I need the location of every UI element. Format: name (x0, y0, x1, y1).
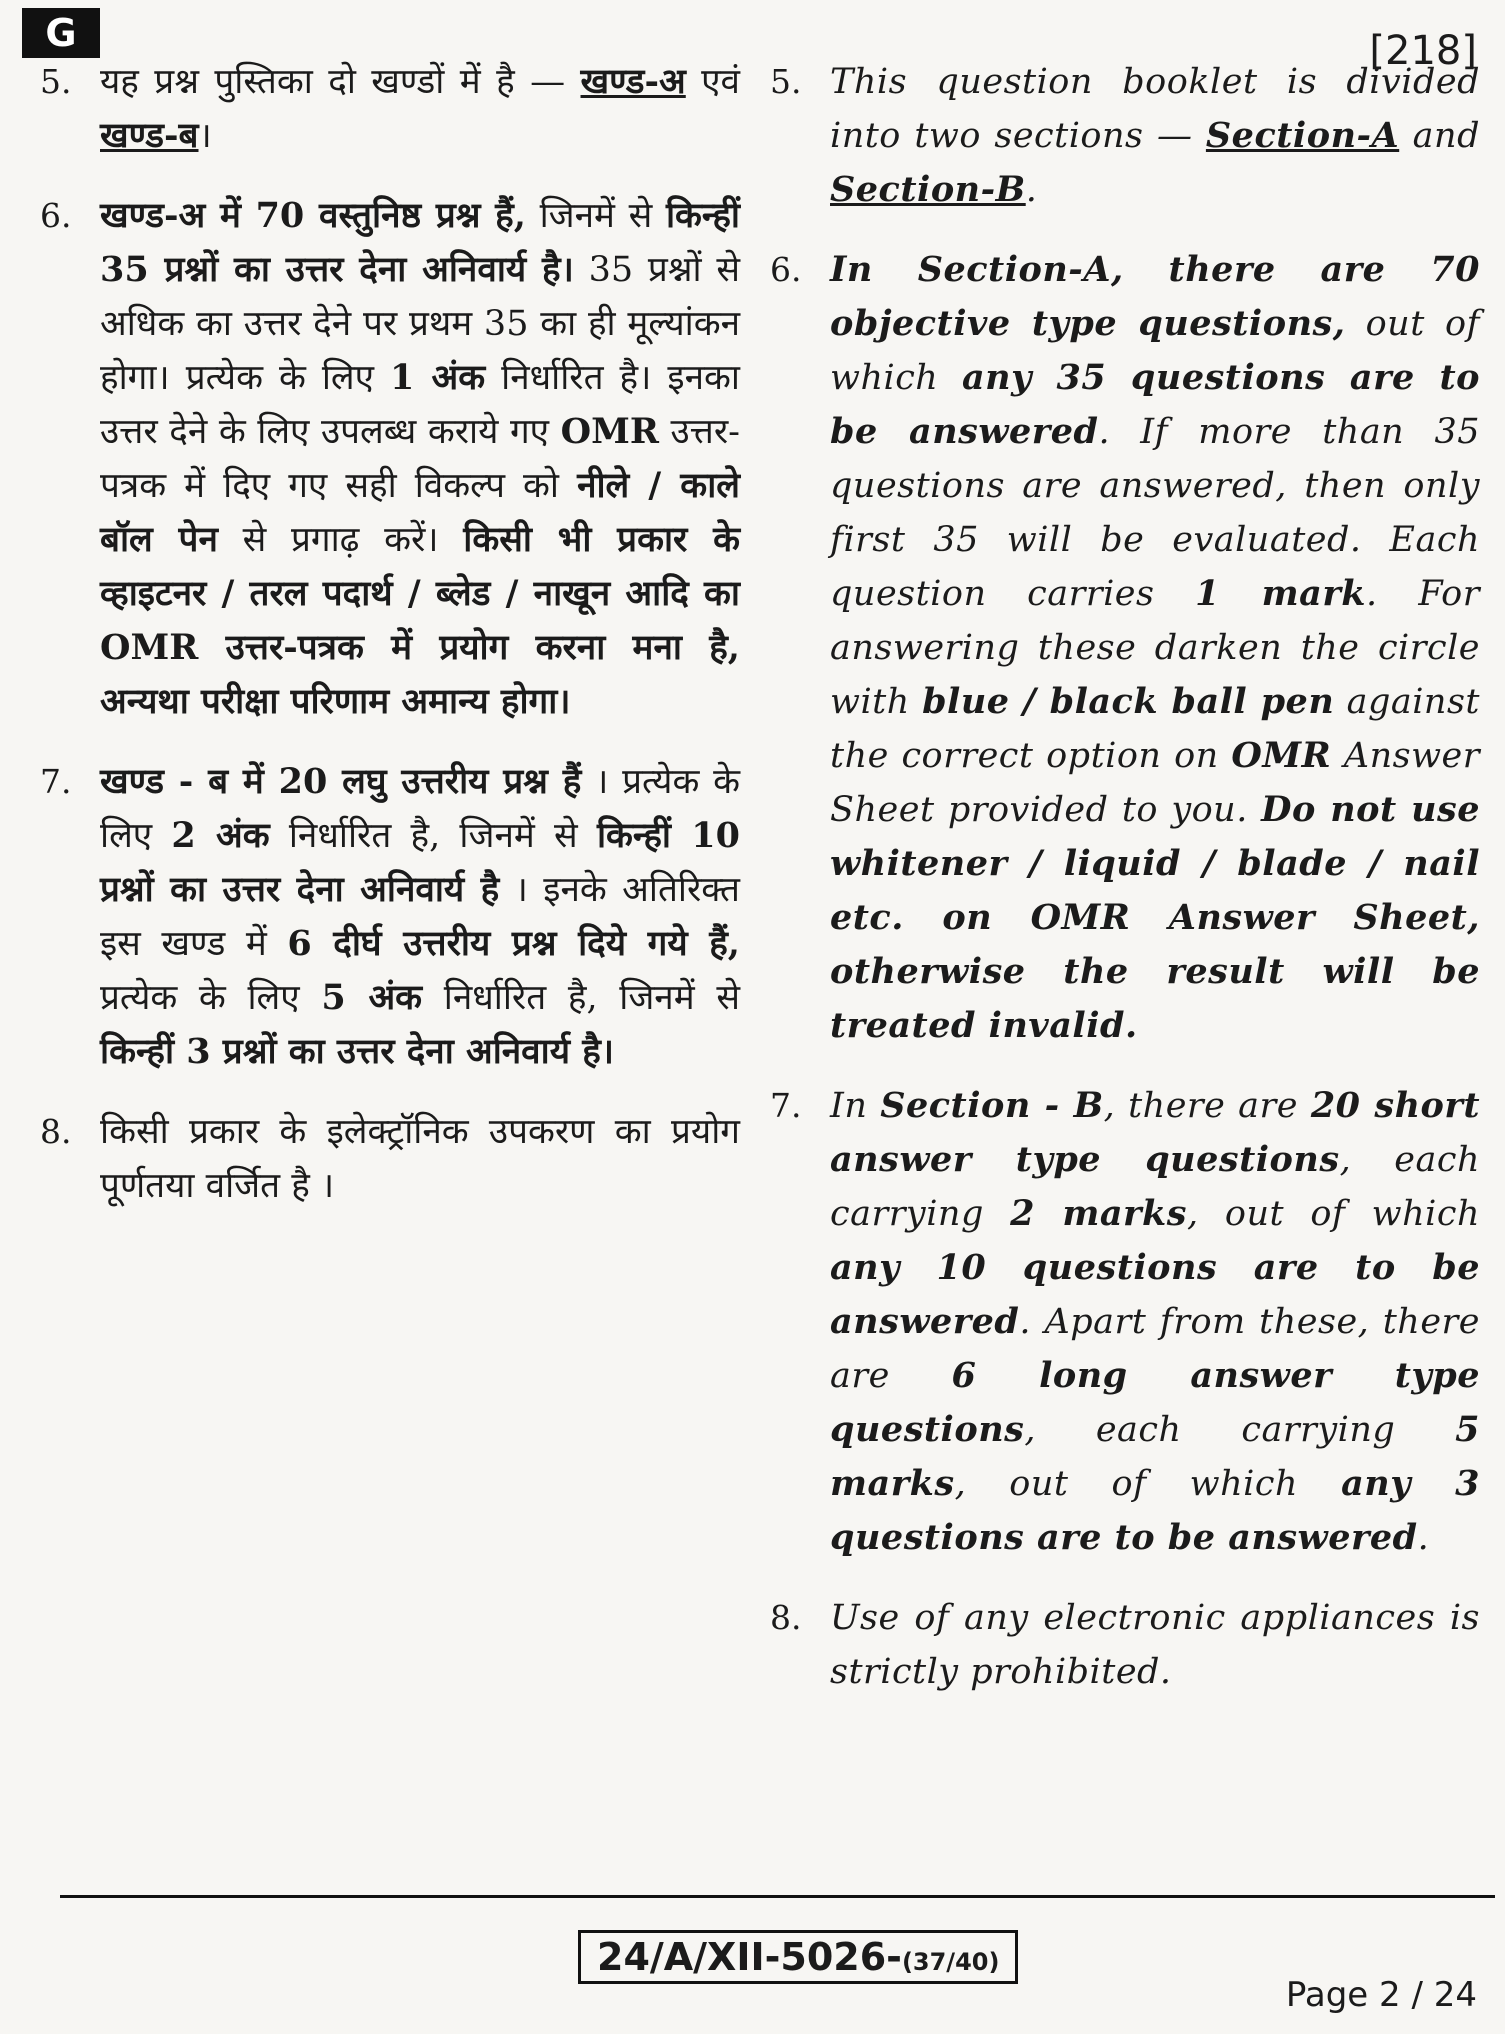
text-run: 2 अंक (171, 815, 270, 856)
item-number: 6. (40, 196, 72, 235)
english-item-7 (770, 1079, 1480, 1565)
section-name: Section-A (1205, 115, 1400, 156)
text-run: . (1025, 170, 1038, 210)
text-run: blue / black ball pen (922, 681, 1335, 722)
text-run: उत्तर-पत्रक में दिए गए सही विकल्प को (100, 412, 740, 506)
text-run: and (1399, 116, 1480, 156)
text-run: any 35 questions are to be answered (830, 357, 1480, 452)
text-run: निर्धारित है, जिनमें से (422, 978, 740, 1018)
hindi-instructions (40, 55, 740, 1239)
text-run: 5 marks (830, 1409, 1480, 1504)
text-run: out of which (830, 304, 1480, 398)
text-run: नीले / काले बॉल पेन (100, 465, 740, 560)
item-text (830, 1079, 1480, 1565)
section-name: खण्ड-ब (100, 115, 199, 156)
item-text (830, 243, 1480, 1053)
text-run: . If more than 35 questions are answered, then only first 35 will be evaluated. Each question carries (830, 412, 1480, 614)
text-run: 6 long answer type questions (830, 1355, 1480, 1450)
text-run: 1 mark (1195, 573, 1367, 614)
text-run: 2 marks (1010, 1193, 1187, 1234)
text-run: . For answering these darken the circle with (830, 574, 1480, 722)
english-item-8 (770, 1591, 1480, 1699)
text-run: किसी भी प्रकार के व्हाइटनर / तरल पदार्थ / ब्लेड / नाखून आदि का OMR उत्तर-पत्रक में प्रयोग करना मना है, अन्यथा परीक्षा परिणाम अमान्य होगा। (100, 519, 740, 722)
text-run: . Apart from these, there are (830, 1302, 1480, 1396)
english-item-6 (770, 243, 1480, 1053)
text-run: । (198, 116, 212, 156)
text-run: OMR (560, 411, 659, 452)
text-run: खण्ड - ब में 20 लघु उत्तरीय प्रश्न हैं (100, 761, 582, 802)
text-run: any 3 questions are to be answered (830, 1463, 1481, 1558)
item-number: 5. (40, 62, 72, 101)
text-run: जिनमें से (525, 196, 666, 236)
text-run: एवं (685, 62, 740, 102)
section-name: खण्ड-अ (580, 61, 686, 102)
item-text (830, 1591, 1480, 1699)
item-text (100, 189, 740, 729)
paper-code-main: 24/A/XII-5026- (597, 1935, 902, 1979)
footer-divider (60, 1895, 1495, 1898)
text-run: Answer Sheet provided to you. (830, 736, 1480, 830)
text-run: Section - B (880, 1085, 1104, 1126)
item-number: 7. (40, 762, 72, 801)
text-run: Do not use whitener / liquid / blade / nail etc. on OMR Answer Sheet, otherwise the result will be treated invalid. (830, 789, 1480, 1046)
paper-code-sub: (37/40) (901, 1948, 1000, 1976)
text-run: । प्रत्येक के लिए (100, 762, 740, 856)
text-run: से प्रगाढ़ करें। (217, 520, 464, 560)
text-run: 6 दीर्घ उत्तरीय प्रश्न दिये गये हैं, (287, 923, 740, 964)
item-number: 5. (770, 62, 802, 101)
item-number: 7. (770, 1086, 802, 1125)
text-run: । इनके अतिरिक्त इस खण्ड में (100, 870, 740, 964)
text-run: This question booklet is divided into two sections — (830, 62, 1480, 156)
hindi-item-8 (40, 1105, 740, 1213)
item-text (830, 55, 1480, 217)
text-run: , each carrying (1024, 1410, 1456, 1450)
text-run: , there are (1103, 1086, 1311, 1126)
text-run: 20 short answer type questions (830, 1085, 1480, 1180)
booklet-code-value: 218 (1385, 28, 1462, 74)
text-run: , out of which (1186, 1194, 1480, 1234)
text-run: निर्धारित है। इनका उत्तर देने के लिए उपलब्ध कराये गए (100, 358, 740, 452)
text-run: any 10 questions are to be answered (830, 1247, 1480, 1342)
hindi-item-5 (40, 55, 740, 163)
text-run: यह प्रश्न पुस्तिका दो खण्डों में है — (100, 62, 581, 102)
english-item-5 (770, 55, 1480, 217)
item-number: 8. (770, 1598, 802, 1637)
item-text (100, 55, 740, 163)
text-run: against the correct option on (830, 682, 1480, 776)
item-number: 8. (40, 1112, 72, 1151)
text-run: In Section-A, there are 70 objective type questions, (830, 249, 1480, 344)
text-run: किन्हीं 35 प्रश्नों का उत्तर देना अनिवार्य है। (100, 195, 740, 290)
text-run: , out of which (954, 1464, 1342, 1504)
hindi-item-7 (40, 755, 740, 1079)
text-run: In (830, 1086, 881, 1126)
text-run: किन्हीं 3 प्रश्नों का उत्तर देना अनिवार्य है। (100, 1031, 615, 1072)
text-run: प्रत्येक के लिए (100, 978, 322, 1018)
english-instructions (770, 55, 1480, 1725)
booklet-code-close-bracket: ] (1461, 28, 1477, 74)
text-run: किसी प्रकार के इलेक्ट्रॉनिक उपकरण का प्रयोग पूर्णतया वर्जित है । (100, 1112, 740, 1206)
item-text (100, 755, 740, 1079)
paper-code (578, 1930, 1018, 1984)
section-name: Section-B (830, 169, 1026, 210)
text-run: किन्हीं 10 प्रश्नों का उत्तर देना अनिवार्य है (100, 815, 740, 910)
page-number: Page 2 / 24 (1285, 1975, 1477, 2015)
item-text (100, 1105, 740, 1213)
item-number: 6. (770, 250, 802, 289)
text-run: 35 प्रश्नों से अधिक का उत्तर देने पर प्रथम 35 का ही मूल्यांकन होगा। प्रत्येक के लिए (100, 250, 740, 398)
hindi-item-6 (40, 189, 740, 729)
text-run: Use of any electronic appliances is strictly prohibited. (830, 1598, 1480, 1692)
text-run: 5 अंक (321, 977, 423, 1018)
text-run: निर्धारित है, जिनमें से (269, 816, 597, 856)
text-run: 1 अंक (390, 357, 486, 398)
text-run: खण्ड-अ में 70 वस्तुनिष्ठ प्रश्न हैं, (100, 195, 526, 236)
booklet-code-open-bracket: [ (1369, 28, 1386, 74)
text-run: OMR (1231, 735, 1332, 776)
text-run: , each carrying (830, 1140, 1480, 1234)
series-badge: G (22, 8, 100, 58)
text-run: . (1417, 1518, 1430, 1558)
